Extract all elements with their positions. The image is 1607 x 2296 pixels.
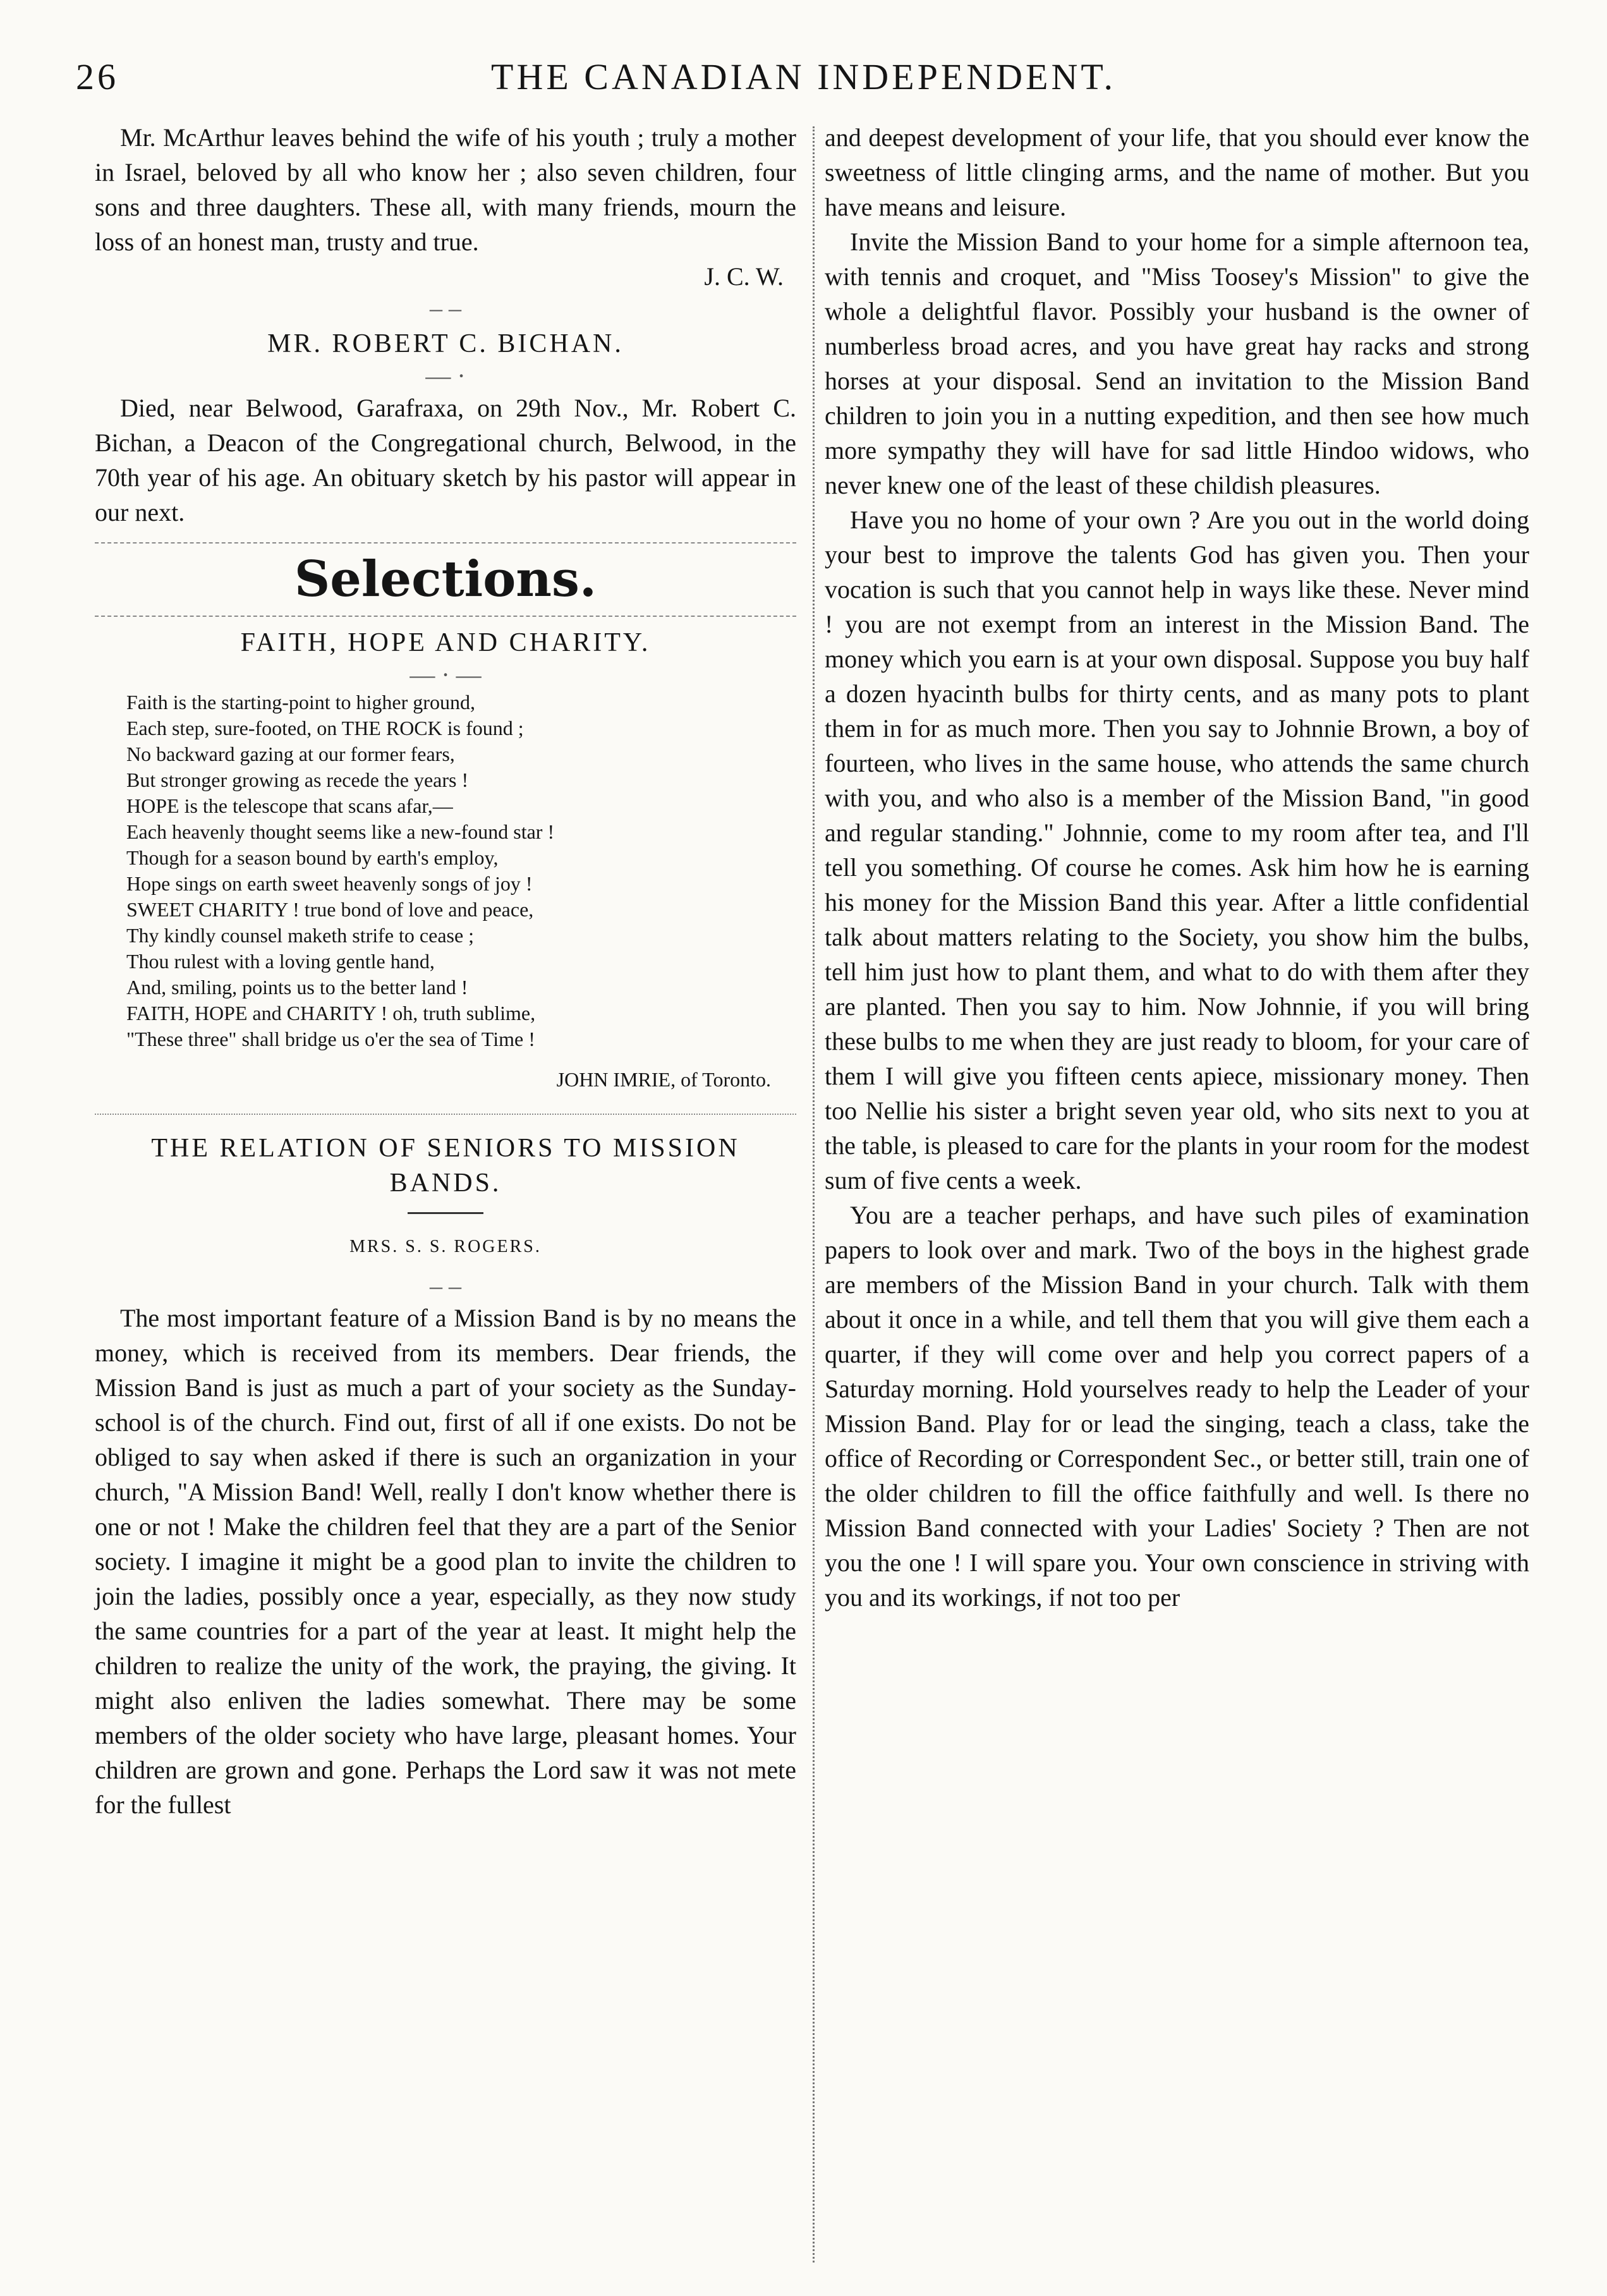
- poem-line: HOPE is the telescope that scans afar,—: [126, 794, 453, 817]
- page-number: 26: [76, 56, 119, 97]
- publication-title: THE CANADIAN INDEPENDENT.: [491, 56, 1116, 97]
- section-heading-selections: Selections.: [95, 542, 796, 617]
- poem-line: Thy kindly counsel maketh strife to cease ;: [126, 924, 475, 947]
- divider: – –: [430, 1272, 461, 1300]
- article-text: The most important feature of a Mission Band is by no means the money, which is received from its members. Dear friends, the Mission Band is just as much a part of your society as the Sunday-school is of the church. Find out, first of all if one exists. Do not be obliged to say when asked if there is such an organization in your church, "A Mission Band! Well, really I don't know whether there is one or not ! Make the children feel that they are a part of the Senior society. I imagine it might be a good plan to invite the children to join the ladies, possibly once a year, especially, as they now study the same countries for a part of the year at least. It might help the children to realize the unity of the work, the praying, the giving. It might also enliven the ladies somewhat. There may be some members of the older society who have large, pleasant homes. Your children are grown and gone. Perhaps the Lord saw it was not mete for the fullest: [95, 1304, 796, 1819]
- divider: — ·: [425, 361, 466, 390]
- poem-line: "These three" shall bridge us o'er the sea of Time !: [126, 1028, 535, 1050]
- poem-line: SWEET CHARITY ! true bond of love and peace,: [126, 898, 534, 921]
- poem: [95, 689, 796, 1052]
- poem-line: No backward gazing at our former fears,: [126, 743, 455, 765]
- article-author: MRS. S. S. ROGERS.: [349, 1237, 542, 1256]
- divider: [95, 1114, 796, 1115]
- page-header: [76, 56, 1531, 112]
- mcarthur-signature: J. C. W.: [704, 262, 784, 291]
- poem-line: But stronger growing as recede the years !: [126, 768, 469, 791]
- right-column: [825, 120, 1529, 1615]
- article-title: THE RELATION OF SENIORS TO MISSION BANDS.: [151, 1134, 740, 1198]
- poem-line: Thou rulest with a loving gentle hand,: [126, 950, 435, 973]
- poem-line: Faith is the starting-point to higher ground,: [126, 691, 475, 714]
- poem-line: Each step, sure-footed, on THE ROCK is found ;: [126, 717, 524, 739]
- bichan-heading: MR. ROBERT C. BICHAN.: [267, 329, 624, 358]
- article-paragraph-teacher: You are a teacher perhaps, and have such piles of examination papers to look over and mark. Two of the boys in the highest grade are members of the Mission Band in your church. Talk with them about it once in a while, and tell them that you will give them each a quarter, if they will come over and help you correct papers of a Saturday morning. Hold yourselves ready to help the Leader of your Mission Band. Play for or lead the singing, teach a class, take the office of Recording or Correspondent Sec., or better still, train one of the older children to fill the office faithfully and well. Is there no Mission Band connected with your Ladies' Society ? Then are not you the one ! I will spare you. Your own conscience in striving with you and its workings, if not too per: [825, 1201, 1529, 1612]
- poem-line: FAITH, HOPE and CHARITY ! oh, truth sublime,: [126, 1002, 536, 1024]
- mcarthur-obituary-text: Mr. McArthur leaves behind the wife of his youth ; truly a mother in Israel, beloved by all who know her ; also seven children, four sons and three daughters. These all, with many friends, mourn the loss of an honest man, trusty and true.: [95, 123, 796, 256]
- poem-line: Though for a season bound by earth's employ,: [126, 846, 499, 869]
- article-continuation: and deepest development of your life, that you should ever know the sweetness of little clinging arms, and the name of mother. But you have means and leisure.: [825, 123, 1529, 221]
- divider: [408, 1212, 483, 1214]
- column-divider: [813, 126, 815, 2263]
- bichan-obituary-text: Died, near Belwood, Garafraxa, on 29th Nov., Mr. Robert C. Bichan, a Deacon of the Congregational church, Belwood, in the 70th year of his age. An obituary sketch by his pastor will appear in our next.: [95, 394, 796, 526]
- divider: — · —: [409, 660, 482, 689]
- poem-title: FAITH, HOPE AND CHARITY.: [240, 628, 651, 657]
- left-column: [95, 120, 796, 1822]
- poem-line: And, smiling, points us to the better land !: [126, 976, 468, 999]
- article-paragraph-vocation: Have you no home of your own ? Are you out in the world doing your best to improve the talents God has given you. Then your vocation is such that you cannot help in ways like these. Never mind ! you are not exempt from an interest in the Mission Band. The money which you earn is at your own disposal. Suppose you buy half a dozen hyacinth bulbs for thirty cents, and as many pots to plant them in for as much more. Then you say to Johnnie Brown, a boy of fourteen, who lives in the same house, who attends the same church with you, and who also is a member of the Mission Band, "in good and regular standing." Johnnie, come to my room after tea, and I'll tell you something. Of course he comes. Ask him how he is earning his money for the Mission Band this year. After a little confidential talk about matters relating to the Society, you show him the bulbs, tell him just how to plant them, and what to do with them after they are planted. Then you say to him. Now Johnnie, if you will bring these bulbs to me when they are just ready to bloom, for your care of them I will give you fifteen cents apiece, missionary money. Then too Nellie his sister a bright seven year old, who sits next to you at the table, is pleased to care for the plants in your room for the modest sum of five cents a week.: [825, 506, 1529, 1194]
- divider: – –: [430, 294, 461, 322]
- poem-line: Each heavenly thought seems like a new-found star !: [126, 820, 555, 843]
- poem-line: Hope sings on earth sweet heavenly songs of joy !: [126, 872, 533, 895]
- article-paragraph-tea: Invite the Mission Band to your home for a simple afternoon tea, with tennis and croquet, and "Miss Toosey's Mission" to give the whole a delightful flavor. Possibly your husband is the owner of numberless broad acres, and you have great hay racks and strong horses at your disposal. Send an invitation to the Mission Band children to join you in a nutting expedition, and then see how much more sympathy they will have for sad little Hindoo widows, who never knew one of the least of these childish pleasures.: [825, 228, 1529, 499]
- poem-author: JOHN IMRIE, of Toronto.: [556, 1068, 771, 1091]
